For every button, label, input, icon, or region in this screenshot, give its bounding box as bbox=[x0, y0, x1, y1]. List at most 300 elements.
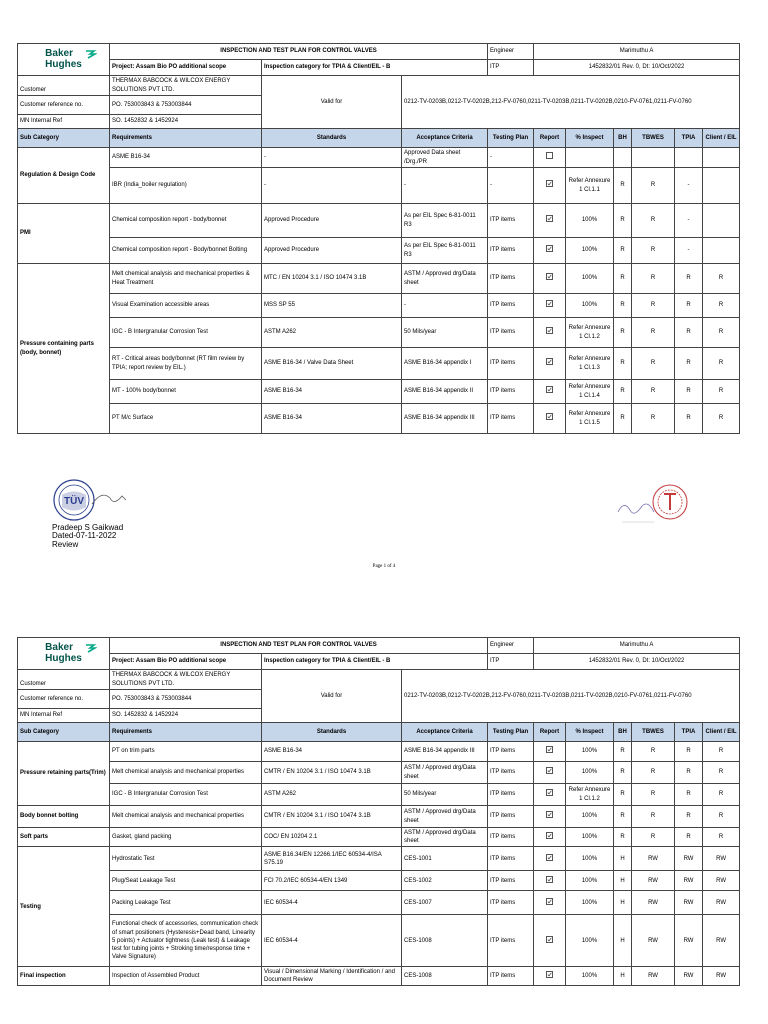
tbwes-cell: R bbox=[632, 828, 675, 847]
checkbox-checked-icon bbox=[546, 746, 553, 753]
checkbox-checked-icon bbox=[546, 971, 553, 978]
report-cell bbox=[534, 806, 566, 828]
tbwes-cell: RW bbox=[632, 847, 675, 871]
pct-inspect-cell: 100% bbox=[566, 891, 614, 915]
col-pct-inspect-header: % Inspect bbox=[566, 723, 614, 742]
tbwes-cell: RW bbox=[632, 891, 675, 915]
bh-cell: R bbox=[614, 264, 632, 294]
report-cell bbox=[534, 318, 566, 348]
itp-sheet-page-1 bbox=[17, 43, 739, 434]
tpia-cell: RW bbox=[675, 871, 703, 891]
tbwes-cell: R bbox=[632, 404, 675, 434]
requirement-cell: Hydrostatic Test bbox=[110, 847, 262, 871]
standard-cell: ASTM A262 bbox=[262, 784, 402, 806]
tpia-cell bbox=[675, 148, 703, 168]
requirement-cell: Melt chemical analysis and mechanical properties & Heat Treatment bbox=[110, 264, 262, 294]
standard-cell: ASME B16-34 bbox=[262, 742, 402, 762]
requirement-cell: Chemical composition report - Body/bonnet Bolting bbox=[110, 238, 262, 264]
checkbox-checked-icon bbox=[546, 300, 553, 307]
testing-plan-cell: ITP items bbox=[488, 238, 534, 264]
itp-value: 1452832/01 Rev. 0, Dt: 10/Oct/2022 bbox=[534, 60, 740, 76]
tuv-stamp-icon bbox=[52, 478, 130, 524]
testing-plan-cell: ITP items bbox=[488, 847, 534, 871]
col-testing-plan-header: Testing Plan bbox=[488, 129, 534, 148]
engineer-label: Engineer bbox=[488, 638, 534, 654]
acceptance-cell: As per EIL Spec 6-81-0011 R3 bbox=[402, 238, 488, 264]
col-standards-header: Standards bbox=[262, 129, 402, 148]
standard-cell: ASME B16-34 / Valve Data Sheet bbox=[262, 348, 402, 380]
client-cell: RW bbox=[703, 967, 740, 986]
sub-category-cell: Pressure retaining parts(Trim) bbox=[18, 742, 110, 806]
valid-for-value: 0212-TV-0203B,0212-TV-0202B,212-FV-0760,0211-TV-0203B,0211-TV-0202B,0210-FV-0761,0211-FV-0760 bbox=[402, 76, 740, 129]
tpia-cell: R bbox=[675, 348, 703, 380]
col-sub-category-header: Sub Category bbox=[18, 723, 110, 742]
bh-cell: R bbox=[614, 318, 632, 348]
bh-cell: H bbox=[614, 847, 632, 871]
requirement-cell: Packing Leakage Test bbox=[110, 891, 262, 915]
tbwes-cell: R bbox=[632, 264, 675, 294]
report-cell bbox=[534, 238, 566, 264]
tpia-cell: R bbox=[675, 784, 703, 806]
col-requirements-header: Requirements bbox=[110, 723, 262, 742]
pct-inspect-cell: 100% bbox=[566, 828, 614, 847]
table-row bbox=[18, 762, 740, 784]
table-row bbox=[18, 742, 740, 762]
testing-plan-cell: ITP items bbox=[488, 891, 534, 915]
col-pct-inspect-header: % Inspect bbox=[566, 129, 614, 148]
tpia-cell: - bbox=[675, 204, 703, 238]
standard-cell: COC/ EN 10204 2.1 bbox=[262, 828, 402, 847]
bh-cell: R bbox=[614, 806, 632, 828]
tpia-cell: RW bbox=[675, 847, 703, 871]
tpia-cell: - bbox=[675, 238, 703, 264]
pct-inspect-cell: 100% bbox=[566, 742, 614, 762]
pct-inspect-cell: Refer Annexure 1 Cl.1.4 bbox=[566, 380, 614, 404]
client-cell: R bbox=[703, 264, 740, 294]
client-cell: RW bbox=[703, 891, 740, 915]
sub-category-cell: Regulation & Design Code bbox=[18, 148, 110, 204]
table-row bbox=[18, 318, 740, 348]
tpia-cell: R bbox=[675, 806, 703, 828]
checkbox-checked-icon bbox=[546, 245, 553, 252]
itp-body-page-2 bbox=[18, 742, 740, 986]
client-cell: R bbox=[703, 294, 740, 318]
standard-cell: MSS SP 55 bbox=[262, 294, 402, 318]
tbwes-cell: R bbox=[632, 762, 675, 784]
bh-cell: R bbox=[614, 762, 632, 784]
checkbox-checked-icon bbox=[546, 854, 553, 861]
tpia-cell: R bbox=[675, 318, 703, 348]
report-cell bbox=[534, 294, 566, 318]
standard-cell: CMTR / EN 10204 3.1 / ISO 10474 3.1B bbox=[262, 762, 402, 784]
pct-inspect-cell bbox=[566, 148, 614, 168]
bh-cell: R bbox=[614, 404, 632, 434]
customer-ref-label: Customer reference no. bbox=[18, 690, 110, 709]
report-cell bbox=[534, 891, 566, 915]
col-requirements-header: Requirements bbox=[110, 129, 262, 148]
customer-label: Customer bbox=[18, 76, 110, 96]
report-cell bbox=[534, 847, 566, 871]
testing-plan-cell: ITP items bbox=[488, 380, 534, 404]
tpia-cell: R bbox=[675, 742, 703, 762]
tpia-cell: R bbox=[675, 380, 703, 404]
requirement-cell: IGC - B Intergranular Corrosion Test bbox=[110, 784, 262, 806]
col-acceptance-header: Acceptance Criteria bbox=[402, 129, 488, 148]
acceptance-cell: ASME B16-34 appendix III bbox=[402, 404, 488, 434]
tpia-cell: R bbox=[675, 264, 703, 294]
tbwes-cell: R bbox=[632, 380, 675, 404]
checkbox-checked-icon bbox=[546, 273, 553, 280]
tpia-cell: R bbox=[675, 762, 703, 784]
brand-logo-cell bbox=[18, 638, 110, 670]
tbwes-cell: R bbox=[632, 784, 675, 806]
report-cell bbox=[534, 915, 566, 967]
client-cell: R bbox=[703, 828, 740, 847]
acceptance-cell: - bbox=[402, 294, 488, 318]
itp-table-page-2 bbox=[17, 637, 740, 986]
client-cell: R bbox=[703, 348, 740, 380]
report-cell bbox=[534, 828, 566, 847]
itp-label: ITP bbox=[488, 60, 534, 76]
report-cell bbox=[534, 148, 566, 168]
standard-cell: Approved Procedure bbox=[262, 238, 402, 264]
bh-cell: H bbox=[614, 915, 632, 967]
bh-cell: R bbox=[614, 294, 632, 318]
requirement-cell: IGC - B Intergranular Corrosion Test bbox=[110, 318, 262, 348]
client-cell bbox=[703, 204, 740, 238]
report-cell bbox=[534, 742, 566, 762]
client-cell: R bbox=[703, 762, 740, 784]
customer-value: THERMAX BABCOCK & WILCOX ENERGY SOLUTIONS PVT LTD. bbox=[110, 76, 262, 96]
client-cell: R bbox=[703, 380, 740, 404]
acceptance-cell: CES-1008 bbox=[402, 915, 488, 967]
table-row bbox=[18, 915, 740, 967]
checkbox-checked-icon bbox=[546, 180, 553, 187]
col-acceptance-header: Acceptance Criteria bbox=[402, 723, 488, 742]
sub-category-cell: Final inspection bbox=[18, 967, 110, 986]
acceptance-cell: CES-1007 bbox=[402, 891, 488, 915]
bh-cell: H bbox=[614, 967, 632, 986]
reviewer-note: Review bbox=[52, 539, 79, 549]
baker-hughes-logo: Baker Hughes bbox=[45, 643, 82, 664]
checkbox-checked-icon bbox=[546, 832, 553, 839]
pct-inspect-cell: 100% bbox=[566, 204, 614, 238]
itp-label: ITP bbox=[488, 654, 534, 670]
mn-ref-label: MN Internal Ref bbox=[18, 115, 110, 129]
col-tbwes-header: TBWES bbox=[632, 129, 675, 148]
svg-text:TÜV: TÜV bbox=[64, 496, 84, 507]
requirement-cell: PT on trim parts bbox=[110, 742, 262, 762]
requirement-cell: ASME B16-34 bbox=[110, 148, 262, 168]
requirement-cell: Melt chemical analysis and mechanical properties bbox=[110, 762, 262, 784]
inspection-category: Inspection category for TPIA & Client/EIL - B bbox=[262, 654, 488, 670]
customer-ref-label: Customer reference no. bbox=[18, 96, 110, 115]
acceptance-cell: 50 Mils/year bbox=[402, 318, 488, 348]
project-name: Project: Assam Bio PO additional scope bbox=[110, 60, 262, 76]
checkbox-checked-icon bbox=[546, 936, 553, 943]
tbwes-cell: RW bbox=[632, 871, 675, 891]
doc-title: INSPECTION AND TEST PLAN FOR CONTROL VALVES bbox=[110, 638, 488, 654]
requirement-cell: IBR (India_boiler regulation) bbox=[110, 168, 262, 204]
company-seal-icon bbox=[614, 482, 694, 528]
pct-inspect-cell: 100% bbox=[566, 264, 614, 294]
tbwes-cell: RW bbox=[632, 967, 675, 986]
pct-inspect-cell: 100% bbox=[566, 294, 614, 318]
col-testing-plan-header: Testing Plan bbox=[488, 723, 534, 742]
client-cell bbox=[703, 238, 740, 264]
report-cell bbox=[534, 404, 566, 434]
standard-cell: CMTR / EN 10204 3.1 / ISO 10474 3.1B bbox=[262, 806, 402, 828]
report-cell bbox=[534, 380, 566, 404]
tbwes-cell: R bbox=[632, 238, 675, 264]
sub-category-cell: Soft parts bbox=[18, 828, 110, 847]
col-report-header: Report bbox=[534, 129, 566, 148]
pct-inspect-cell: 100% bbox=[566, 915, 614, 967]
bh-cell bbox=[614, 148, 632, 168]
valid-for-label: Valid for bbox=[262, 76, 402, 129]
pct-inspect-cell: 100% bbox=[566, 762, 614, 784]
testing-plan-cell: ITP items bbox=[488, 784, 534, 806]
pct-inspect-cell: Refer Annexure 1 Cl.1.3 bbox=[566, 348, 614, 380]
client-cell bbox=[703, 148, 740, 168]
reviewer-date: Dated-07-11-2022 bbox=[52, 531, 117, 541]
testing-plan-cell: ITP items bbox=[488, 204, 534, 238]
report-cell bbox=[534, 204, 566, 238]
table-row bbox=[18, 148, 740, 168]
acceptance-cell: CES-1001 bbox=[402, 847, 488, 871]
baker-hughes-logo: Baker Hughes bbox=[45, 49, 82, 70]
col-tpia-header: TPIA bbox=[675, 723, 703, 742]
doc-title: INSPECTION AND TEST PLAN FOR CONTROL VALVES bbox=[110, 44, 488, 60]
checkbox-checked-icon bbox=[546, 789, 553, 796]
bh-cell: R bbox=[614, 742, 632, 762]
client-cell: R bbox=[703, 806, 740, 828]
testing-plan-cell: ITP items bbox=[488, 264, 534, 294]
client-cell: R bbox=[703, 784, 740, 806]
checkbox-checked-icon bbox=[546, 811, 553, 818]
bh-cell: R bbox=[614, 238, 632, 264]
table-row bbox=[18, 891, 740, 915]
valid-for-label: Valid for bbox=[262, 670, 402, 723]
pct-inspect-cell: 100% bbox=[566, 871, 614, 891]
page-number: Page 1 of 4 bbox=[372, 564, 396, 569]
standard-cell: ASME B16-34 bbox=[262, 380, 402, 404]
itp-body-page-1 bbox=[18, 148, 740, 434]
pct-inspect-cell: Refer Annexure 1 Cl.1.1 bbox=[566, 168, 614, 204]
bh-cell: H bbox=[614, 871, 632, 891]
column-header-row bbox=[18, 723, 740, 742]
acceptance-cell: ASME B16-34 appendix I bbox=[402, 348, 488, 380]
requirement-cell: RT - Critical areas body/bonnet (RT film review by TPIA; report review by EIL.) bbox=[110, 348, 262, 380]
acceptance-cell: - bbox=[402, 168, 488, 204]
customer-ref-value: PO. 753003843 & 753003844 bbox=[110, 96, 262, 115]
table-row bbox=[18, 806, 740, 828]
acceptance-cell: CES-1008 bbox=[402, 967, 488, 986]
report-cell bbox=[534, 168, 566, 204]
requirement-cell: Visual Examination accessible areas bbox=[110, 294, 262, 318]
standard-cell: Visual / Dimensional Marking / Identification / and Document Review bbox=[262, 967, 402, 986]
table-row bbox=[18, 784, 740, 806]
requirement-cell: PT M/c Surface bbox=[110, 404, 262, 434]
requirement-cell: Functional check of accessories, communication check of smart positioners (Hysteresis+Dead band, Linearity 5 points) + Actuator tightness (Leak test) & Leakage test for tubing joints + Stroking time/response time + Valve Signature) bbox=[110, 915, 262, 967]
acceptance-cell: Approved Data sheet /Drg./PR bbox=[402, 148, 488, 168]
tpia-cell: R bbox=[675, 828, 703, 847]
reviewer-name: Pradeep S Gaikwad bbox=[52, 523, 124, 532]
tbwes-cell bbox=[632, 148, 675, 168]
testing-plan-cell: ITP items bbox=[488, 806, 534, 828]
column-header-row bbox=[18, 129, 740, 148]
checkbox-checked-icon bbox=[546, 327, 553, 334]
signature-stamp-right bbox=[614, 482, 694, 533]
tbwes-cell: RW bbox=[632, 915, 675, 967]
table-row bbox=[18, 294, 740, 318]
tpia-cell: RW bbox=[675, 891, 703, 915]
testing-plan-cell: ITP items bbox=[488, 294, 534, 318]
pct-inspect-cell: 100% bbox=[566, 806, 614, 828]
pct-inspect-cell: 100% bbox=[566, 847, 614, 871]
itp-sheet-page-2 bbox=[17, 637, 739, 986]
checkbox-checked-icon bbox=[546, 767, 553, 774]
testing-plan-cell: ITP items bbox=[488, 828, 534, 847]
testing-plan-cell: ITP items bbox=[488, 348, 534, 380]
acceptance-cell: ASME B16-34 appendix II bbox=[402, 380, 488, 404]
tbwes-cell: R bbox=[632, 204, 675, 238]
testing-plan-cell: - bbox=[488, 168, 534, 204]
client-cell bbox=[703, 168, 740, 204]
bh-cell: R bbox=[614, 168, 632, 204]
valid-for-value: 0212-TV-0203B,0212-TV-0202B,212-FV-0760,0211-TV-0203B,0211-TV-0202B,0210-FV-0761,0211-FV-0760 bbox=[402, 670, 740, 723]
client-cell: R bbox=[703, 404, 740, 434]
checkbox-checked-icon bbox=[546, 358, 553, 365]
tbwes-cell: R bbox=[632, 348, 675, 380]
checkbox-checked-icon bbox=[546, 215, 553, 222]
baker-hughes-mark-icon bbox=[85, 644, 97, 653]
col-tbwes-header: TBWES bbox=[632, 723, 675, 742]
client-cell: R bbox=[703, 742, 740, 762]
customer-label: Customer bbox=[18, 670, 110, 690]
table-row bbox=[18, 871, 740, 891]
bh-cell: R bbox=[614, 380, 632, 404]
bh-cell: R bbox=[614, 828, 632, 847]
table-row bbox=[18, 380, 740, 404]
report-cell bbox=[534, 264, 566, 294]
checkbox-checked-icon bbox=[546, 898, 553, 905]
standard-cell: IEC 60534-4 bbox=[262, 915, 402, 967]
testing-plan-cell: ITP items bbox=[488, 915, 534, 967]
mn-ref-value: SO. 1452832 & 1452924 bbox=[110, 115, 262, 129]
tbwes-cell: R bbox=[632, 168, 675, 204]
standard-cell: MTC / EN 10204 3.1 / ISO 10474 3.1B bbox=[262, 264, 402, 294]
mn-ref-value: SO. 1452832 & 1452924 bbox=[110, 709, 262, 723]
acceptance-cell: CES-1002 bbox=[402, 871, 488, 891]
reviewer-block bbox=[52, 524, 123, 549]
checkbox-checked-icon bbox=[546, 386, 553, 393]
standard-cell: Approved Procedure bbox=[262, 204, 402, 238]
customer-ref-value: PO. 753003843 & 753003844 bbox=[110, 690, 262, 709]
requirement-cell: Melt chemical analysis and mechanical properties bbox=[110, 806, 262, 828]
col-report-header: Report bbox=[534, 723, 566, 742]
table-row bbox=[18, 168, 740, 204]
pct-inspect-cell: Refer Annexure 1 Cl.1.2 bbox=[566, 784, 614, 806]
col-bh-header: BH bbox=[614, 723, 632, 742]
col-sub-category-header: Sub Category bbox=[18, 129, 110, 148]
checkbox-checked-icon bbox=[546, 413, 553, 420]
pct-inspect-cell: 100% bbox=[566, 967, 614, 986]
tbwes-cell: R bbox=[632, 806, 675, 828]
inspection-category: Inspection category for TPIA & Client/EIL - B bbox=[262, 60, 488, 76]
client-cell: R bbox=[703, 318, 740, 348]
requirement-cell: Gasket, gland packing bbox=[110, 828, 262, 847]
table-row bbox=[18, 967, 740, 986]
requirement-cell: Plug/Seat Leakage Test bbox=[110, 871, 262, 891]
tpia-cell: RW bbox=[675, 915, 703, 967]
tpia-cell: RW bbox=[675, 967, 703, 986]
report-cell bbox=[534, 967, 566, 986]
bh-cell: H bbox=[614, 891, 632, 915]
tpia-cell: R bbox=[675, 294, 703, 318]
acceptance-cell: ASTM / Approved drg/Data sheet bbox=[402, 264, 488, 294]
bh-cell: R bbox=[614, 784, 632, 806]
standard-cell: - bbox=[262, 148, 402, 168]
col-client-header: Client / EIL bbox=[703, 723, 740, 742]
col-bh-header: BH bbox=[614, 129, 632, 148]
report-cell bbox=[534, 871, 566, 891]
acceptance-cell: ASTM / Approved drg/Data sheet bbox=[402, 828, 488, 847]
checkbox-checked-icon bbox=[546, 876, 553, 883]
table-row bbox=[18, 404, 740, 434]
table-row bbox=[18, 264, 740, 294]
engineer-label: Engineer bbox=[488, 44, 534, 60]
bh-cell: R bbox=[614, 348, 632, 380]
pct-inspect-cell: 100% bbox=[566, 238, 614, 264]
sub-category-cell: PMI bbox=[18, 204, 110, 264]
tbwes-cell: R bbox=[632, 294, 675, 318]
testing-plan-cell: ITP items bbox=[488, 967, 534, 986]
mn-ref-label: MN Internal Ref bbox=[18, 709, 110, 723]
tuv-stamp bbox=[52, 478, 130, 529]
itp-value: 1452832/01 Rev. 0, Dt: 10/Oct/2022 bbox=[534, 654, 740, 670]
standard-cell: - bbox=[262, 168, 402, 204]
standard-cell: ASME B16-34 bbox=[262, 404, 402, 434]
client-cell: RW bbox=[703, 847, 740, 871]
sub-category-cell: Pressure containing parts (body, bonnet) bbox=[18, 264, 110, 434]
table-row bbox=[18, 828, 740, 847]
sub-category-cell: Testing bbox=[18, 847, 110, 967]
engineer-value: Marimuthu A bbox=[534, 44, 740, 60]
report-cell bbox=[534, 348, 566, 380]
itp-table-page-1 bbox=[17, 43, 740, 434]
bh-cell: R bbox=[614, 204, 632, 238]
acceptance-cell: ASTM / Approved drg/Data sheet bbox=[402, 762, 488, 784]
table-row bbox=[18, 847, 740, 871]
sub-category-cell: Body bonnet bolting bbox=[18, 806, 110, 828]
testing-plan-cell: - bbox=[488, 148, 534, 168]
testing-plan-cell: ITP items bbox=[488, 762, 534, 784]
testing-plan-cell: ITP items bbox=[488, 318, 534, 348]
standard-cell: IEC 60534-4 bbox=[262, 891, 402, 915]
acceptance-cell: 50 Mils/year bbox=[402, 784, 488, 806]
table-row bbox=[18, 204, 740, 238]
engineer-value: Marimuthu A bbox=[534, 638, 740, 654]
col-tpia-header: TPIA bbox=[675, 129, 703, 148]
col-standards-header: Standards bbox=[262, 723, 402, 742]
project-name: Project: Assam Bio PO additional scope bbox=[110, 654, 262, 670]
testing-plan-cell: ITP items bbox=[488, 404, 534, 434]
acceptance-cell: ASTM / Approved drg/Data sheet bbox=[402, 806, 488, 828]
client-cell: RW bbox=[703, 871, 740, 891]
tpia-cell: R bbox=[675, 404, 703, 434]
report-cell bbox=[534, 762, 566, 784]
